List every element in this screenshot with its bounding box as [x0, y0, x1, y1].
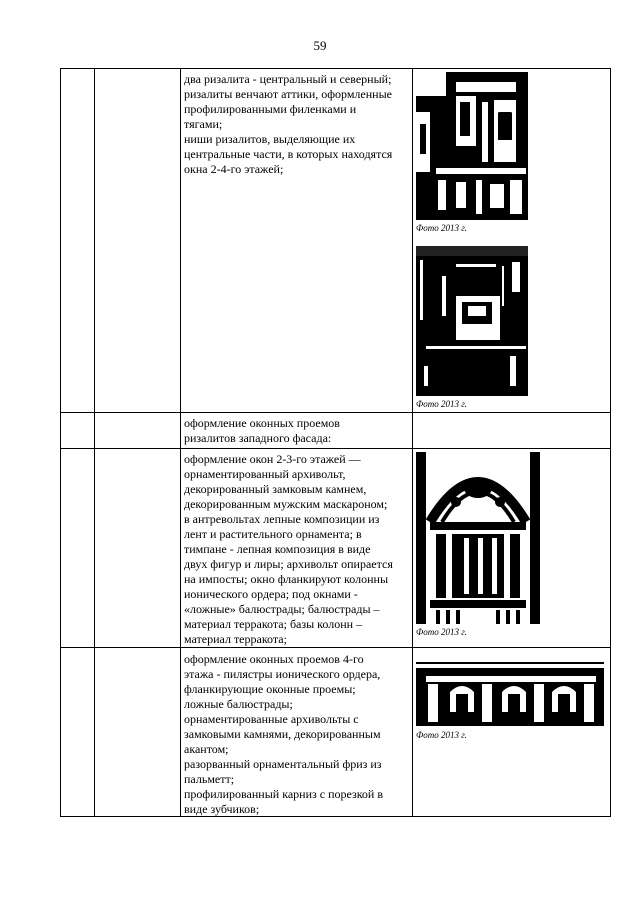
- col-divider: [610, 68, 611, 817]
- text-line: ионического ордера; под окнами -: [184, 587, 358, 601]
- text-line: фланкирующие оконные проемы;: [184, 682, 356, 696]
- text-line: два ризалита - центральный и северный;: [184, 72, 392, 86]
- text-line: тягами;: [184, 117, 223, 131]
- row-4-description: [184, 652, 412, 817]
- text-line: тимпане - лепная композиция в виде: [184, 542, 371, 556]
- text-line: материал терракота;: [184, 632, 287, 646]
- text-line: профилированный карниз с порезкой в: [184, 787, 384, 801]
- row-2-description: [184, 416, 412, 446]
- text-line: ложные балюстрады;: [184, 697, 293, 711]
- text-line: декорированный замковым камнем,: [184, 482, 367, 496]
- text-line: ризалиты венчают аттики, оформленные: [184, 87, 392, 101]
- col-divider: [180, 68, 181, 817]
- page-number: 59: [313, 38, 327, 53]
- text-line: профилированными филенками и: [184, 102, 357, 116]
- col-divider: [60, 68, 61, 817]
- text-line: этажа - пилястры ионического ордера,: [184, 667, 381, 681]
- text-line: разорванный орнаментальный фриз из: [184, 757, 382, 771]
- text-line: на импосты; окно фланкируют колонны: [184, 572, 389, 586]
- text-line: окна 2-4-го этажей;: [184, 162, 284, 176]
- photo-caption: Фото 2013 г.: [416, 627, 467, 637]
- text-line: замковыми камнями, декорированным: [184, 727, 381, 741]
- text-line: ризалитов западного фасада:: [184, 431, 332, 445]
- table-border-top: [60, 68, 611, 69]
- text-line: двух фигур и лиры; архивольт опирается: [184, 557, 393, 571]
- text-line: оформление оконных проемов: [184, 416, 340, 430]
- row-1-description: [184, 72, 412, 177]
- pilasters-photo: [416, 652, 604, 726]
- row-3-description: [184, 452, 412, 647]
- row-divider: [60, 647, 611, 648]
- text-line: виде зубчиков;: [184, 802, 260, 816]
- row-divider: [60, 448, 611, 449]
- text-line: акантом;: [184, 742, 229, 756]
- text-line: орнаментированный архивольт,: [184, 467, 346, 481]
- row-divider: [60, 412, 611, 413]
- text-line: декорированным мужским маскароном;: [184, 497, 388, 511]
- col-divider: [412, 68, 413, 817]
- text-line: ниши ризалитов, выделяющие их: [184, 132, 356, 146]
- text-line: оформление оконных проемов 4-го: [184, 652, 364, 666]
- text-line: в антревольтах лепные композиции из: [184, 512, 380, 526]
- text-line: пальметт;: [184, 772, 235, 786]
- photo-caption: Фото 2013 г.: [416, 730, 467, 740]
- photo-caption: Фото 2013 г.: [416, 223, 467, 233]
- facade-photo-risalit: [416, 72, 528, 220]
- arched-window-photo: [416, 452, 540, 624]
- text-line: лент и растительного орнамента; в: [184, 527, 362, 541]
- col-divider: [94, 68, 95, 817]
- text-line: оформление окон 2-3-го этажей —: [184, 452, 361, 466]
- facade-photo-niche: [416, 246, 528, 396]
- text-line: материал терракота; базы колонн –: [184, 617, 363, 631]
- text-line: центральные части, в которых находятся: [184, 147, 393, 161]
- photo-caption: Фото 2013 г.: [416, 399, 467, 409]
- text-line: «ложные» балюстрады; балюстрады –: [184, 602, 380, 616]
- text-line: орнаментированные архивольты с: [184, 712, 359, 726]
